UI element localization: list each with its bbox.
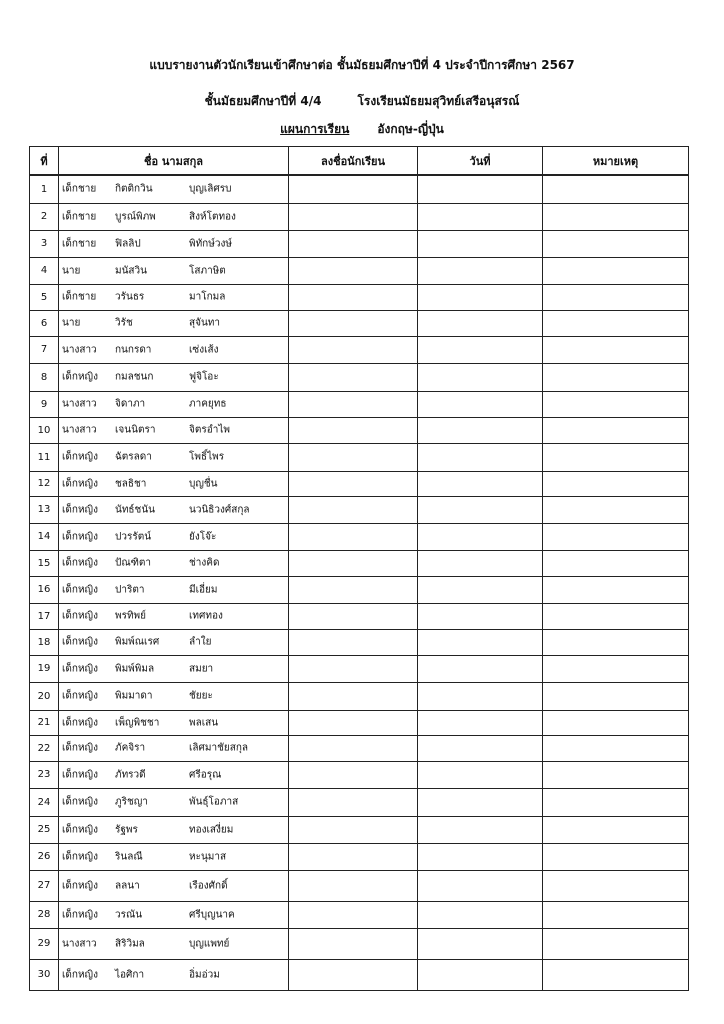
row-number: 19 [30, 655, 59, 682]
name-title: นางสาว [62, 344, 97, 355]
date-cell[interactable] [418, 682, 543, 710]
date-cell[interactable] [418, 816, 543, 843]
date-cell[interactable] [418, 203, 543, 230]
student-name-cell [59, 816, 289, 843]
remark-cell[interactable] [543, 310, 689, 336]
table-row [30, 363, 689, 391]
name-title: เด็กหญิง [62, 796, 98, 808]
date-cell[interactable] [418, 928, 543, 959]
date-cell[interactable] [418, 443, 543, 471]
last-name: ภาคยุทธ [189, 398, 227, 410]
student-name-cell [59, 443, 289, 471]
row-number: 7 [30, 336, 59, 363]
student-name-cell [59, 603, 289, 629]
date-cell[interactable] [418, 523, 543, 550]
table-row [30, 391, 689, 417]
remark-cell[interactable] [543, 576, 689, 603]
row-number: 18 [30, 629, 59, 655]
first-name: ฉัตรลดา [115, 451, 152, 463]
student-name-cell [59, 788, 289, 816]
row-number: 22 [30, 735, 59, 761]
last-name: สุจันทา [189, 317, 221, 329]
remark-cell[interactable] [543, 523, 689, 550]
table-row [30, 471, 689, 496]
row-number: 16 [30, 576, 59, 603]
date-cell[interactable] [418, 363, 543, 391]
date-cell[interactable] [418, 550, 543, 576]
first-name: ปัณฑิตา [115, 557, 152, 569]
first-name: นัทธ์ชนัน [115, 504, 155, 515]
first-name: มนัสวิน [115, 265, 147, 276]
student-name-cell [59, 928, 289, 959]
table-row [30, 336, 689, 363]
name-title: เด็กหญิง [62, 371, 98, 383]
row-number: 29 [30, 928, 59, 959]
remark-cell[interactable] [543, 471, 689, 496]
last-name: ยังโจ๊ะ [189, 531, 217, 542]
first-name: ลลนา [115, 880, 140, 891]
row-number: 10 [30, 417, 59, 443]
table-header-row [30, 147, 689, 176]
signature-cell[interactable] [289, 928, 418, 959]
student-name-cell [59, 496, 289, 523]
name-title: เด็กหญิง [62, 824, 98, 835]
row-number: 21 [30, 710, 59, 735]
last-name: บุญชื่น [189, 478, 218, 489]
school-name: โรงเรียนมัธยมสุวิทย์เสรีอนุสรณ์ [357, 94, 520, 108]
first-name: บูรณ์พิภพ [115, 211, 156, 222]
date-cell[interactable] [418, 901, 543, 928]
remark-cell[interactable] [543, 761, 689, 788]
row-number: 14 [30, 523, 59, 550]
row-number: 26 [30, 843, 59, 870]
first-name: ปาริตา [115, 584, 145, 595]
report-title: แบบรายงานตัวนักเรียนเข้าศึกษาต่อ ชั้นมัธยมศึกษาปีที่ 4 ประจำปีการศึกษา 2567 [149, 58, 575, 72]
signature-cell[interactable] [289, 310, 418, 336]
last-name: มีเอี่ยม [189, 584, 218, 595]
first-name: วรันธร [115, 291, 145, 303]
last-name: พันธุ์โอภาส [189, 796, 239, 808]
signature-cell[interactable] [289, 443, 418, 471]
name-title: เด็กหญิง [62, 909, 98, 920]
student-name-cell [59, 576, 289, 603]
name-title: เด็กหญิง [62, 531, 98, 542]
first-name: ภัคจิรา [115, 742, 146, 754]
remark-cell[interactable] [543, 928, 689, 959]
student-name-cell [59, 761, 289, 788]
date-cell[interactable] [418, 655, 543, 682]
date-cell[interactable] [418, 471, 543, 496]
name-title: นางสาว [62, 938, 97, 949]
first-name: พิมพ์พิมล [115, 663, 155, 674]
classroom-label: ชั้นมัธยมศึกษาปีที่ 4/4 [204, 94, 322, 108]
remark-cell[interactable] [543, 870, 689, 901]
class-school-line [0, 92, 724, 111]
table-row [30, 550, 689, 576]
table-row [30, 655, 689, 682]
remark-cell[interactable] [543, 496, 689, 523]
remark-cell[interactable] [543, 203, 689, 230]
first-name: ไอศิกา [115, 969, 145, 980]
first-name: จิดาภา [115, 398, 146, 410]
first-name: กิตติกวิน [115, 183, 153, 195]
first-name: รินลณี [115, 851, 143, 862]
signature-cell[interactable] [289, 682, 418, 710]
first-name: ภูริชญา [115, 796, 148, 808]
student-name-cell [59, 336, 289, 363]
row-number: 28 [30, 901, 59, 928]
table-row [30, 959, 689, 990]
table-row [30, 870, 689, 901]
date-cell[interactable] [418, 959, 543, 990]
date-cell[interactable] [418, 735, 543, 761]
last-name: สมยา [189, 663, 214, 674]
last-name: เลิศมาชัยสกุล [189, 742, 249, 754]
student-name-cell [59, 417, 289, 443]
signature-cell[interactable] [289, 761, 418, 788]
last-name: ศรีอรุณ [189, 769, 222, 780]
name-title: เด็กชาย [62, 211, 97, 222]
last-name: โพธิ์ไพร [189, 451, 225, 463]
table-row [30, 710, 689, 735]
signature-cell[interactable] [289, 203, 418, 230]
name-title: เด็กหญิง [62, 478, 98, 489]
first-name: เจนนิตรา [115, 424, 156, 436]
date-cell[interactable] [418, 310, 543, 336]
study-plan-value: อังกฤษ-ญี่ปุ่น [377, 122, 444, 136]
student-name-cell [59, 655, 289, 682]
row-number: 9 [30, 391, 59, 417]
date-cell[interactable] [418, 496, 543, 523]
student-name-cell [59, 284, 289, 310]
student-name-cell [59, 471, 289, 496]
row-number: 15 [30, 550, 59, 576]
table-row [30, 523, 689, 550]
remark-cell[interactable] [543, 391, 689, 417]
name-title: เด็กหญิง [62, 742, 98, 754]
signature-cell[interactable] [289, 417, 418, 443]
first-name: พิมพ์ณเรศ [115, 636, 160, 648]
remark-cell[interactable] [543, 417, 689, 443]
table-row [30, 928, 689, 959]
name-title: เด็กหญิง [62, 880, 98, 891]
remark-cell[interactable] [543, 443, 689, 471]
student-name-cell [59, 710, 289, 735]
column-header-date: วันที่ [418, 147, 543, 176]
name-title: เด็กชาย [62, 238, 97, 249]
remark-cell[interactable] [543, 901, 689, 928]
name-title: เด็กหญิง [62, 717, 98, 728]
last-name: เทศทอง [189, 610, 223, 622]
student-name-cell [59, 682, 289, 710]
name-title: เด็กหญิง [62, 663, 98, 674]
signature-cell[interactable] [289, 816, 418, 843]
name-title: เด็กหญิง [62, 584, 98, 595]
first-name: กนกรดา [115, 344, 152, 355]
remark-cell[interactable] [543, 843, 689, 870]
remark-cell[interactable] [543, 257, 689, 284]
student-name-cell [59, 735, 289, 761]
row-number: 25 [30, 816, 59, 843]
remark-cell[interactable] [543, 735, 689, 761]
date-cell[interactable] [418, 870, 543, 901]
student-name-cell [59, 843, 289, 870]
remark-cell[interactable] [543, 788, 689, 816]
student-name-cell [59, 203, 289, 230]
date-cell[interactable] [418, 257, 543, 284]
student-name-cell [59, 391, 289, 417]
signature-cell[interactable] [289, 175, 418, 203]
signature-cell[interactable] [289, 959, 418, 990]
first-name: วรณัน [115, 909, 143, 920]
name-title: เด็กหญิง [62, 969, 98, 980]
signature-cell[interactable] [289, 901, 418, 928]
row-number: 17 [30, 603, 59, 629]
signature-cell[interactable] [289, 603, 418, 629]
last-name: บุญเลิศรบ [189, 183, 232, 195]
student-name-cell [59, 901, 289, 928]
table-row [30, 230, 689, 257]
remark-cell[interactable] [543, 710, 689, 735]
remark-cell[interactable] [543, 363, 689, 391]
student-name-cell [59, 629, 289, 655]
student-name-cell [59, 959, 289, 990]
date-cell[interactable] [418, 391, 543, 417]
name-title: เด็กหญิง [62, 769, 98, 780]
last-name: ทองเสงี่ยม [189, 824, 234, 835]
last-name: ลำใย [189, 636, 212, 648]
signature-cell[interactable] [289, 391, 418, 417]
student-name-cell [59, 175, 289, 203]
remark-cell[interactable] [543, 230, 689, 257]
student-name-cell [59, 257, 289, 284]
row-number: 8 [30, 363, 59, 391]
date-cell[interactable] [418, 284, 543, 310]
date-cell[interactable] [418, 629, 543, 655]
first-name: รัฐพร [115, 824, 138, 835]
table-row [30, 284, 689, 310]
last-name: อิ่มอ่วม [189, 969, 220, 980]
signature-cell[interactable] [289, 230, 418, 257]
name-title: เด็กหญิง [62, 636, 98, 648]
last-name: ช่างคิด [189, 557, 220, 569]
row-number: 2 [30, 203, 59, 230]
first-name: กมลชนก [115, 371, 154, 383]
first-name: ชลธิชา [115, 478, 147, 489]
remark-cell[interactable] [543, 816, 689, 843]
date-cell[interactable] [418, 230, 543, 257]
signature-cell[interactable] [289, 710, 418, 735]
row-number: 30 [30, 959, 59, 990]
signature-cell[interactable] [289, 496, 418, 523]
name-title: นางสาว [62, 424, 97, 436]
table-row [30, 443, 689, 471]
table-row [30, 203, 689, 230]
table-row [30, 629, 689, 655]
student-name-cell [59, 363, 289, 391]
table-row [30, 417, 689, 443]
first-name: ปวรรัตน์ [115, 531, 152, 542]
first-name: เพ็ญพิชชา [115, 717, 160, 728]
signature-cell[interactable] [289, 550, 418, 576]
table-row [30, 761, 689, 788]
name-title: เด็กชาย [62, 183, 97, 195]
row-number: 1 [30, 175, 59, 203]
first-name: พิมมาดา [115, 690, 153, 702]
table-body [30, 175, 689, 990]
date-cell[interactable] [418, 175, 543, 203]
student-name-cell [59, 310, 289, 336]
name-title: เด็กหญิง [62, 557, 98, 569]
first-name: ภัทรวดี [115, 769, 146, 780]
last-name: พลเสน [189, 717, 219, 728]
signature-cell[interactable] [289, 336, 418, 363]
row-number: 24 [30, 788, 59, 816]
signature-cell[interactable] [289, 284, 418, 310]
date-cell[interactable] [418, 576, 543, 603]
row-number: 4 [30, 257, 59, 284]
signature-cell[interactable] [289, 788, 418, 816]
date-cell[interactable] [418, 843, 543, 870]
date-cell[interactable] [418, 417, 543, 443]
table-row [30, 603, 689, 629]
table-row [30, 576, 689, 603]
remark-cell[interactable] [543, 959, 689, 990]
student-name-cell [59, 230, 289, 257]
name-title: นางสาว [62, 398, 97, 410]
table-row [30, 843, 689, 870]
column-header-signature: ลงชื่อนักเรียน [289, 147, 418, 176]
table-row [30, 682, 689, 710]
row-number: 11 [30, 443, 59, 471]
name-title: นาย [62, 265, 81, 276]
table-row [30, 816, 689, 843]
remark-cell[interactable] [543, 629, 689, 655]
remark-cell[interactable] [543, 550, 689, 576]
row-number: 20 [30, 682, 59, 710]
row-number: 13 [30, 496, 59, 523]
remark-cell[interactable] [543, 284, 689, 310]
study-plan-line [0, 120, 724, 139]
student-name-cell [59, 870, 289, 901]
table-row [30, 735, 689, 761]
first-name: ฟิลลิป [115, 238, 141, 249]
date-cell[interactable] [418, 336, 543, 363]
study-plan-label: แผนการเรียน [280, 122, 350, 136]
remark-cell[interactable] [543, 175, 689, 203]
student-roster-table [29, 146, 689, 991]
student-name-cell [59, 550, 289, 576]
date-cell[interactable] [418, 788, 543, 816]
column-header-remark: หมายเหตุ [543, 147, 689, 176]
first-name: วิรัช [115, 317, 133, 329]
name-title: เด็กหญิง [62, 451, 98, 463]
row-number: 3 [30, 230, 59, 257]
row-number: 27 [30, 870, 59, 901]
first-name: สิริวิมล [115, 938, 145, 949]
signature-cell[interactable] [289, 471, 418, 496]
last-name: เรืองศักดิ์ [189, 880, 228, 891]
signature-cell[interactable] [289, 257, 418, 284]
student-name-cell [59, 523, 289, 550]
table-row [30, 788, 689, 816]
last-name: จิตรอำไพ [189, 424, 230, 436]
last-name: หะนุมาส [189, 851, 227, 862]
name-title: เด็กหญิง [62, 690, 98, 702]
last-name: ชัยยะ [189, 690, 213, 702]
table-row [30, 175, 689, 203]
last-name: นวนิธิวงศ์สกุล [189, 504, 250, 515]
remark-cell[interactable] [543, 682, 689, 710]
signature-cell[interactable] [289, 523, 418, 550]
signature-cell[interactable] [289, 576, 418, 603]
row-number: 23 [30, 761, 59, 788]
date-cell[interactable] [418, 710, 543, 735]
first-name: พรทิพย์ [115, 610, 147, 622]
signature-cell[interactable] [289, 629, 418, 655]
last-name: โสภาษิต [189, 265, 226, 276]
last-name: มาโกมล [189, 291, 226, 303]
last-name: สิงห์โตทอง [189, 211, 236, 222]
table-row [30, 901, 689, 928]
last-name: บุญแพทย์ [189, 938, 230, 949]
table-row [30, 310, 689, 336]
name-title: นาย [62, 317, 81, 329]
remark-cell[interactable] [543, 655, 689, 682]
name-title: เด็กหญิง [62, 610, 98, 622]
date-cell[interactable] [418, 603, 543, 629]
signature-cell[interactable] [289, 870, 418, 901]
last-name: พิทักษ์วงษ์ [189, 238, 232, 249]
name-title: เด็กหญิง [62, 504, 98, 515]
name-title: เด็กชาย [62, 291, 97, 303]
row-number: 12 [30, 471, 59, 496]
column-header-name: ชื่อ นามสกุล [59, 147, 289, 176]
remark-cell[interactable] [543, 336, 689, 363]
table-row [30, 496, 689, 523]
date-cell[interactable] [418, 761, 543, 788]
row-number: 6 [30, 310, 59, 336]
name-title: เด็กหญิง [62, 851, 98, 862]
signature-cell[interactable] [289, 363, 418, 391]
signature-cell[interactable] [289, 843, 418, 870]
signature-cell[interactable] [289, 655, 418, 682]
remark-cell[interactable] [543, 603, 689, 629]
last-name: ศรีบุญนาค [189, 909, 235, 920]
signature-cell[interactable] [289, 735, 418, 761]
column-header-no: ที่ [30, 147, 59, 176]
row-number: 5 [30, 284, 59, 310]
table-row [30, 257, 689, 284]
last-name: เซ่งเส้ง [189, 344, 219, 355]
last-name: ฟูจิโอะ [189, 371, 219, 383]
